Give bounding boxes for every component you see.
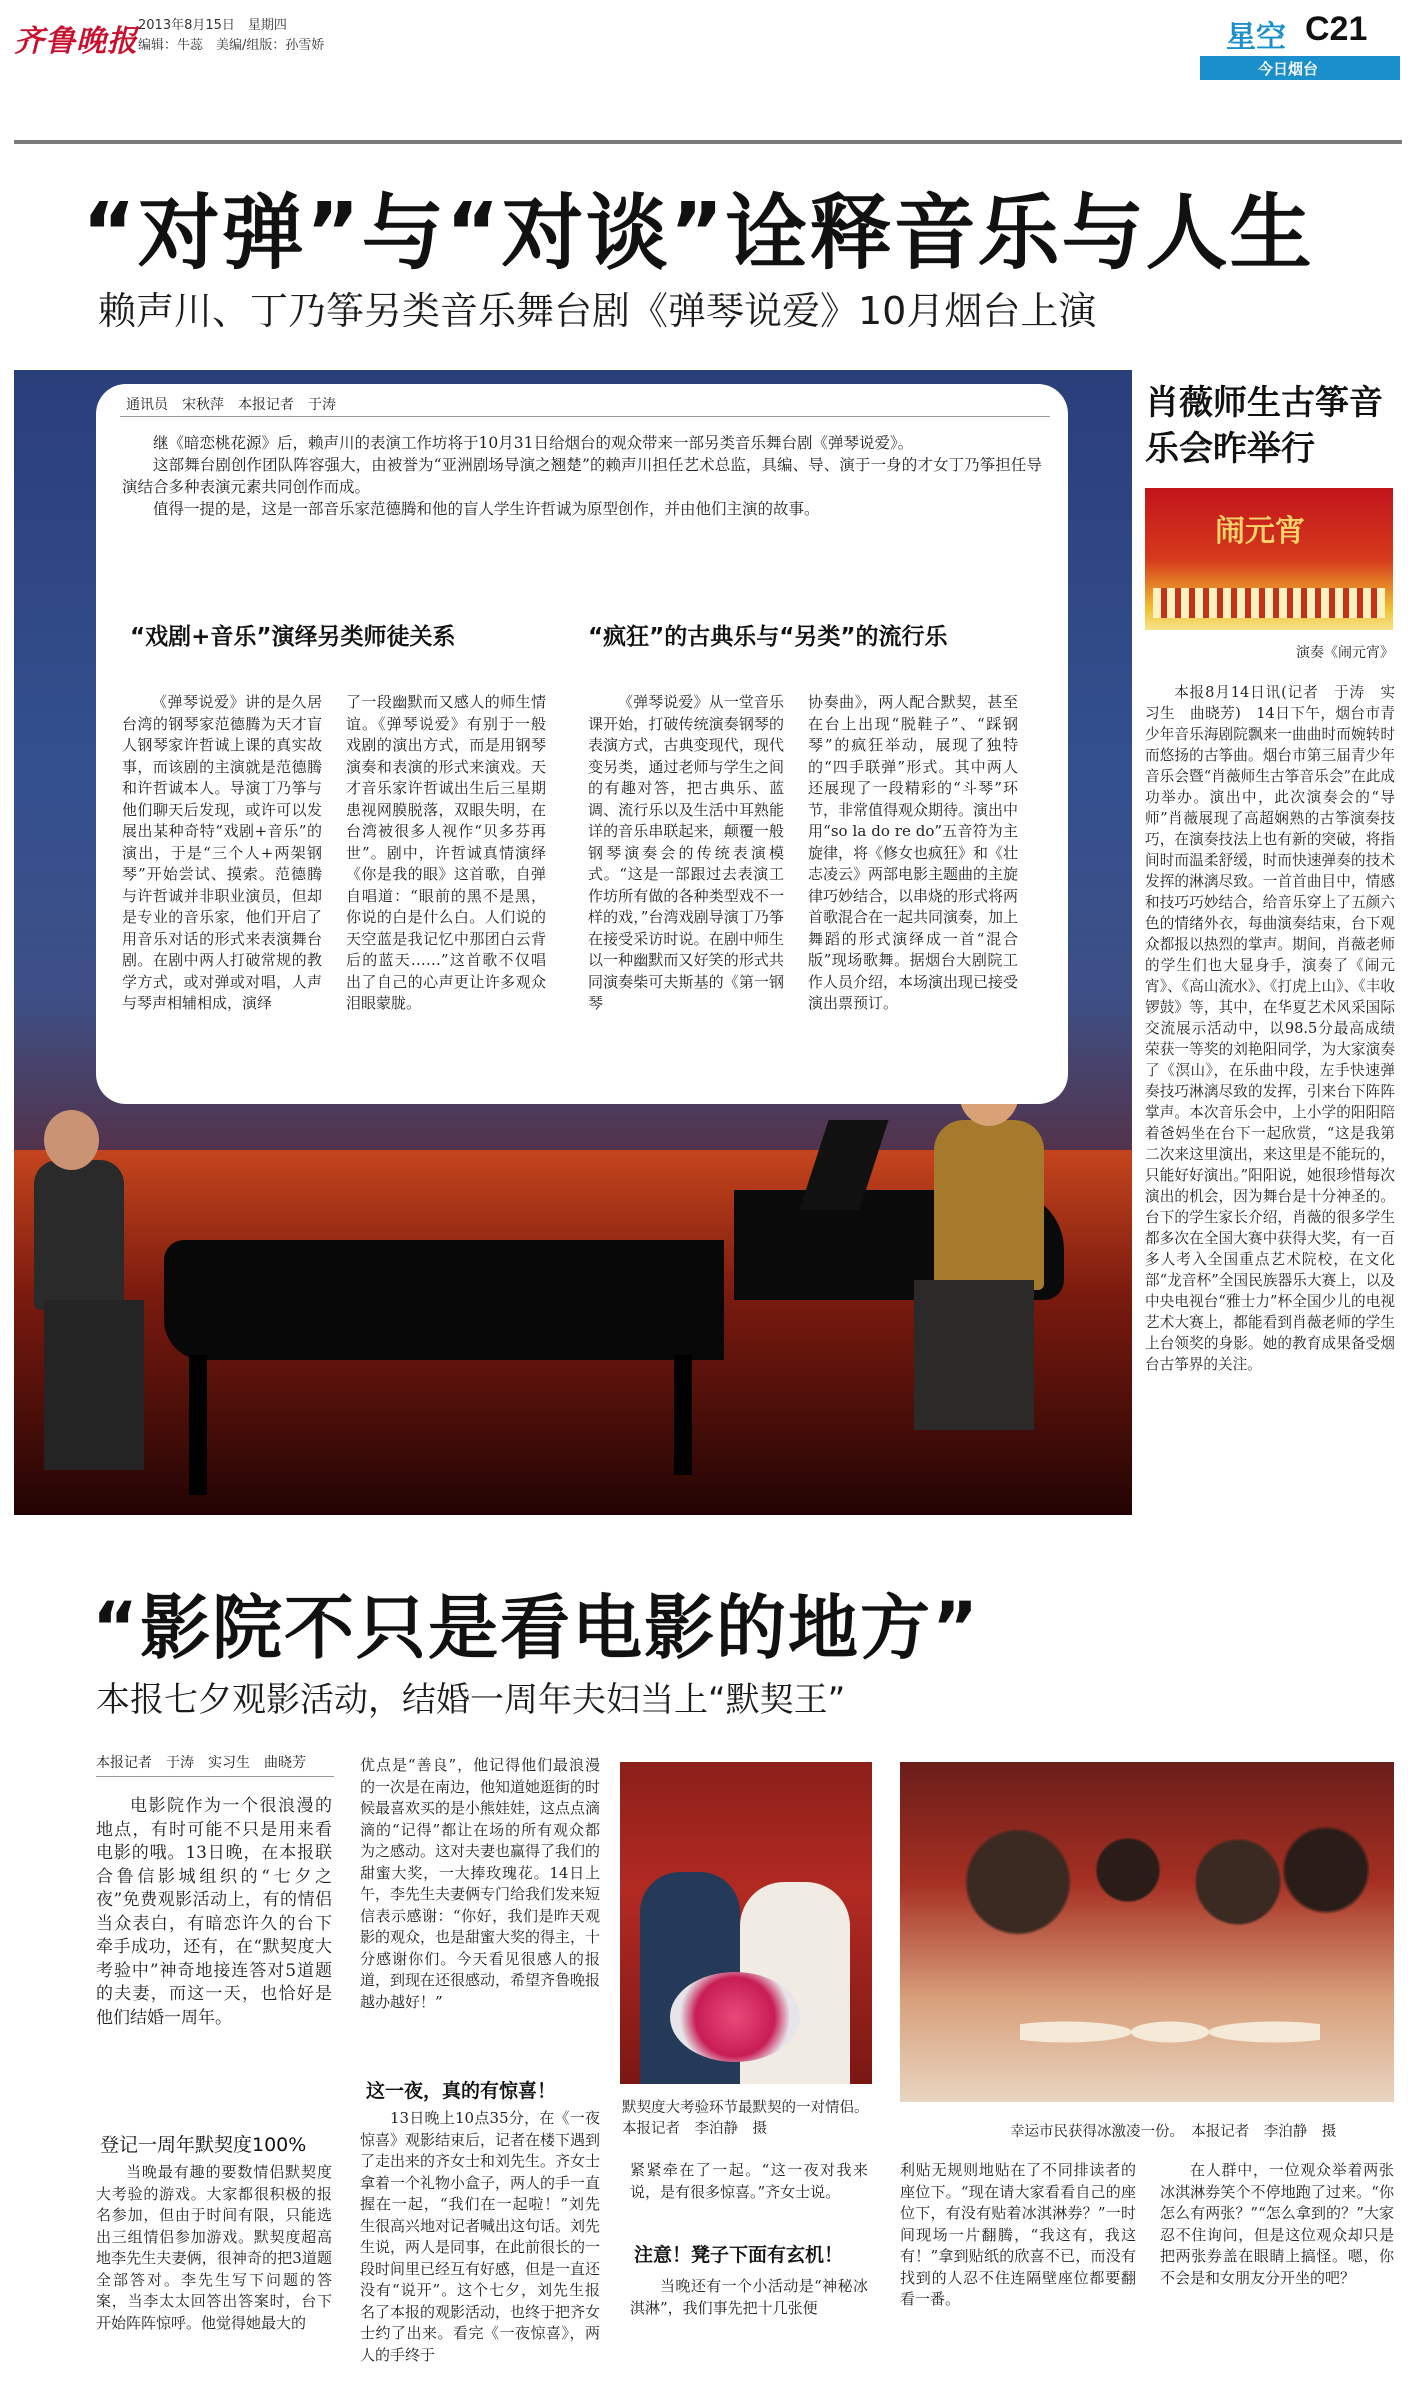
pianist-right-legs <box>914 1280 1034 1430</box>
article1-column-3 <box>588 692 784 1092</box>
article2-column-2b <box>360 2108 600 2380</box>
article1-column-3-text: 《弹琴说爱》从一堂音乐课开始，打破传统演奏钢琴的表演方式，古典变现代，现代变另类，通过老师与学生之间的有趣对答，把古典乐、蓝调、流行乐以及生活中耳熟能详的音乐串联起来，颠覆一般钢琴演奏会的传统表演模式。“这是一部跟过去表演工作坊所有做的各种类型戏不一样的戏，”台湾戏剧导演丁乃筝在接受采访时说。在剧中师生以一种幽默而又好笑的形式共同演奏柴可夫斯基的《第一钢琴 <box>588 693 784 1012</box>
subheadline-article2: 本报七夕观影活动，结婚一周年夫妇当上“默契王” <box>96 1680 846 1720</box>
sidebar-body-text: 本报8月14日讯(记者 于涛 实习生 曲晓芳) 14日下午，烟台市青少年音乐海剧院飘来一曲曲时而婉转时而悠扬的古筝曲。烟台市第三届青少年音乐会暨“肖薇师生古筝音乐会”在此成功举办。演出中，此次演奏会的“导师”肖薇展现了高超娴熟的古筝演奏技巧，在演奏技法上也有新的突破，将指间时而温柔舒缓，时而快速弹奏的技术发挥的淋漓尽致。一首首曲目中，情感和技巧巧妙结合，给音乐穿上了五颜六色的情绪外衣，每曲演奏结束，台下观众都报以热烈的掌声。期间，肖薇老师的学生们也大显身手，演奏了《闹元宵》、《高山流水》、《打虎上山》、《丰收锣鼓》等，其中，在华夏艺术风采国际交流展示活动中，以98.5分最高成绩荣获一等奖的刘艳阳同学，为大家演奏了《溟山》，在乐曲中段，左手快速弹奏技巧淋漓尽致的发挥，引来台下阵阵掌声。本次音乐会中，上小学的阳阳陪着爸妈坐在台下一起欣赏，“这是我第二次来这里演出，来这里是不能玩的，只能好好演出。”阳阳说，她很珍惜每次演出的机会，因为舞台是十分神圣的。台下的学生家长介绍，肖薇的很多学生都多次在全国大赛中获得大奖，有一百多人考入全国重点艺术院校，在文化部“龙音杯”全国民族器乐大赛上，以及中央电视台“雅士力”杯全国少儿的电视艺术大赛上，都能看到肖薇老师的学生上台领奖的身影。她的教育成果备受烟台古筝界的关注。 <box>1145 684 1395 1373</box>
pianist-right-body <box>934 1120 1044 1290</box>
article2-column-4 <box>900 2160 1136 2380</box>
article1-column-1 <box>122 692 322 1092</box>
article2-column-1b-text: 当晚最有趣的要数情侣默契度大考验的游戏。大家都很积极的报名参加，但由于时间有限，只能选出三组情侣参加游戏。默契度超高地李先生夫妻俩，很神奇的把3道题全部答对。李先生写下问题的答案，当李太太回答出答案时，台下开始阵阵惊呼。他觉得她最大的 <box>96 2163 332 2332</box>
article1-column-1-text: 《弹琴说爱》讲的是久居台湾的钢琴家范德腾为天才盲人钢琴家许哲诚上课的真实故事，而该剧的主演就是范德腾和许哲诚本人。导演丁乃筝与他们聊天后发现，或许可以发展出某种奇特“戏剧+音乐”的演出，于是“三个人+两架钢琴”开始尝试、摸索。范德腾与许哲诚并非职业演员，但却是专业的音乐家，他们开启了用音乐对话的形式来表演舞台剧。在剧中两人打破常规的教学方式，或对弹或对唱，人声与琴声相辅相成，演绎 <box>122 693 322 1012</box>
concert-banner-text: 闹元宵 <box>1215 514 1305 549</box>
lead-paragraph-2: 这部舞台剧创作团队阵容强大，由被誉为“亚洲剧场导演之翘楚”的赖声川担任艺术总监，具编、导、演于一身的才女丁乃筝担任导演结合多种表演元素共同创作而成。 <box>122 456 1042 496</box>
pianist-left-body <box>34 1160 124 1310</box>
article1-column-4-text: 协奏曲》，两人配合默契，甚至在台上出现“脱鞋子”、“踩钢琴”的疯狂举动，展现了独特的“四手联弹”形式。其中两人还展现了一段精彩的“斗琴”环节，非常值得观众期待。演出中用“so la do re do”五音符为主旋律，将《修女也疯狂》和《壮志凌云》两部电影主题曲的主旋律巧妙结合，以串烧的形式将两首歌混合在一起共同演奏，加上舞蹈的形式演绎成一首“混合版”现场歌舞。据烟台大剧院工作人员介绍，本场演出现已接受演出票预订。 <box>808 693 1018 1012</box>
header-rule <box>14 140 1402 144</box>
lead-paragraph-3: 值得一提的是，这是一部音乐家范德腾和他的盲人学生许哲诚为原型创作，并由他们主演的故事。 <box>153 500 820 518</box>
article1-column-4 <box>808 692 1018 1092</box>
ice-cream-photo-caption: 幸运市民获得冰激凌一份。 本报记者 李泊静 摄 <box>1010 2124 1337 2140</box>
headline-article2: “影院不只是看电影的地方” <box>92 1587 981 1669</box>
article2-byline: 本报记者 于涛 实习生 曲晓芳 <box>96 1755 306 1771</box>
article2-column-5-text: 在人群中，一位观众举着两张冰淇淋券笑个不停地跑了过来。“你怎么有两张？”“怎么拿到的？”大家忍不住询问，但是这位观众却只是把两张券盖在眼睛上搞怪。嗯，你不会是和女朋友分开坐的吧？ <box>1160 2161 1394 2287</box>
article1-column-2-text: 了一段幽默而又感人的师生情谊。《弹琴说爱》有别于一般戏剧的演出方式，而是用钢琴演奏和表演的形式来演戏。天才音乐家许哲诚出生后三星期患视网膜脱落，双眼失明，在台湾被很多人视作“贝多芬再世”。剧中，许哲诚真情演绎《你是我的眼》这首歌，自弹自唱道：“眼前的黑不是黑，你说的白是什么白。人们说的天空蓝是我记忆中那团白云背后的蓝天……”这首歌不仅唱出了自己的心声更让许多观众泪眼蒙胧。 <box>346 693 546 1012</box>
article2-column-1a-text: 电影院作为一个很浪漫的地点，有时可能不只是用来看电影的哦。13日晚，在本报联合鲁信影城组织的“七夕之夜”免费观影活动上，有的情侣当众表白，有暗恋许久的台下牵手成功，还有，在“默契度大考验中”神奇地接连答对5道题的夫妻，而这一天，也恰好是他们结婚一周年。 <box>96 1796 332 2028</box>
article1-column-2 <box>346 692 546 1092</box>
ice-cream-crowd-photo <box>900 1762 1394 2102</box>
article2-column-4-text: 利贴无规则地贴在了不同排读者的座位下。“现在请大家看看自己的座位下，有没有贴着冰淇淋券？”一时间现场一片翻腾，“我这有，我这有！”拿到贴纸的欣喜不已，而没有找到的人忍不住连隔壁座位都要翻看一番。 <box>900 2161 1136 2308</box>
article2-subtitle-2: 这一夜，真的有惊喜！ <box>366 2080 557 2102</box>
subheadline-article1: 赖声川、丁乃筝另类音乐舞台剧《弹琴说爱》10月烟台上演 <box>98 289 1097 333</box>
ice-cream-cups <box>1020 1992 1320 2072</box>
piano-legs <box>189 1355 207 1495</box>
sub-section-label: 今日烟台 <box>1258 60 1319 78</box>
article2-column-2a-text: 优点是“善良”，他记得他们最浪漫的一次是在南边，他知道她逛街的时候最喜欢买的是小熊娃娃，这点点滴滴的“记得”都让在场的所有观众都为之感动。这对夫妻也赢得了我们的甜蜜大奖，一大捧玫瑰花。14日上午，李先生夫妻俩专门给我们发来短信表示感谢：“你好，我们是昨天观影的观众，也是甜蜜大奖的得主，十分感谢你们。今天看见很感人的报道，到现在还很感动，希望齐鲁晚报越办越好！” <box>360 1756 600 2011</box>
headline-article1: “对弹”与“对谈”诠释音乐与人生 <box>82 186 1314 281</box>
pianist-left-legs <box>44 1300 144 1470</box>
article2-column-3b-text: 当晚还有一个小活动是“神秘冰淇淋”，我们事先把十几张便 <box>630 2277 868 2317</box>
section-name: 星空 <box>1226 20 1286 55</box>
article1-byline: 通讯员 宋秋萍 本报记者 于涛 <box>126 397 336 413</box>
article2-column-3a-text: 紧紧牵在了一起。“这一夜对我来说，是有很多惊喜。”齐女士说。 <box>630 2161 868 2201</box>
sidebar-body <box>1145 682 1395 1522</box>
editors-credit: 编辑：牛蕊 美编/组版：孙雪娇 <box>138 38 325 53</box>
article2-subtitle-1: 登记一周年默契度100% <box>100 2134 307 2156</box>
sidebar-photo-caption: 演奏《闹元宵》 <box>1296 645 1394 661</box>
concert-stage-row <box>1153 588 1385 618</box>
article2-column-3a <box>630 2160 868 2220</box>
pianist-left-head <box>44 1110 99 1170</box>
flower-bouquet <box>670 1972 800 2062</box>
issue-date: 2013年8月15日 星期四 <box>138 18 287 33</box>
guzheng-concert-photo <box>1145 488 1393 630</box>
lead-paragraph-1: 继《暗恋桃花源》后，赖声川的表演工作坊将于10月31日给烟台的观众带来一部另类音乐舞台剧《弹琴说爱》。 <box>153 434 914 452</box>
couple-with-flowers-photo <box>620 1762 872 2084</box>
article1-section2-title: “疯狂”的古典乐与“另类”的流行乐 <box>588 624 948 650</box>
sidebar-headline: 肖薇师生古筝音乐会昨举行 <box>1145 383 1383 469</box>
article2-column-5 <box>1160 2160 1394 2380</box>
article2-column-1a <box>96 1795 332 2085</box>
page-number: C21 <box>1305 10 1368 48</box>
piano-legs-2 <box>674 1355 692 1475</box>
article2-column-2b-text: 13日晚上10点35分，在《一夜惊喜》观影结束后，记者在楼下遇到了走出来的齐女士和刘先生。齐女士拿着一个礼物小盒子，两人的手一直握在一起，“我们在一起啦！”刘先生很高兴地对记者喊出这句话。刘先生说，两人是同事，在此前很长的一段时间里已经互有好感，但是一直还没有“说开”。这个七夕，刘先生报名了本报的观影活动，也终于把齐女士约了出来。看完《一夜惊喜》，两人的手终于 <box>360 2109 600 2364</box>
article2-byline-rule <box>96 1776 334 1777</box>
article2-column-2a <box>360 1755 600 2055</box>
article2-column-3b <box>630 2276 868 2376</box>
article1-byline-rule <box>120 416 1050 417</box>
article1-lead <box>122 432 1042 552</box>
couple-photo-caption: 默契度大考验环节最默契的一对情侣。 本报记者 李泊静 摄 <box>622 2100 876 2137</box>
masthead-logo: 齐鲁晚报 <box>14 24 138 59</box>
article2-subtitle-3: 注意！凳子下面有玄机！ <box>634 2244 844 2266</box>
article2-column-1b <box>96 2162 332 2382</box>
grand-piano-left <box>164 1240 724 1360</box>
crowd-heads <box>930 1822 1370 1942</box>
article1-section1-title: “戏剧+音乐”演绎另类师徒关系 <box>130 624 456 650</box>
